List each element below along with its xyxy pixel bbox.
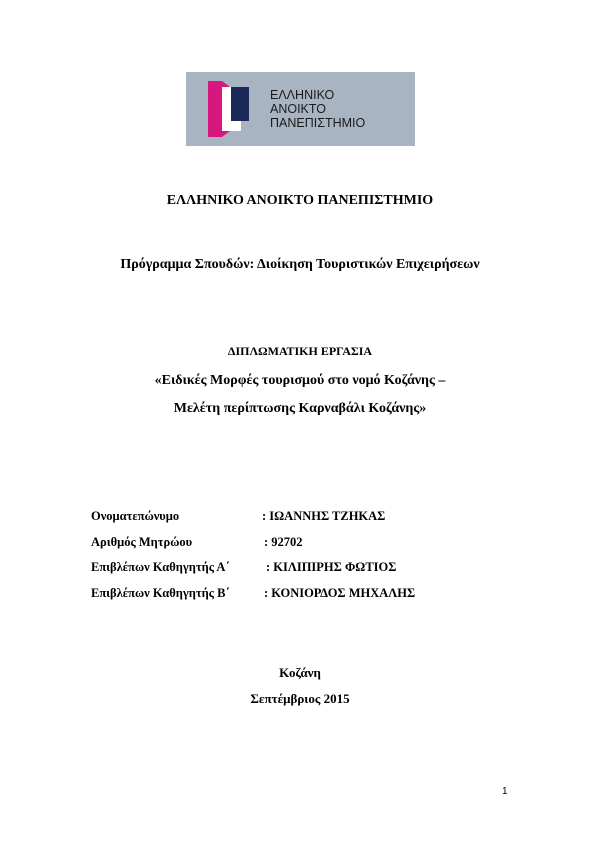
- supervisor-a-label: Επιβλέπων Καθηγητής Α΄: [91, 560, 230, 574]
- thesis-title-line-2: Μελέτη περίπτωσης Καρναβάλι Κοζάνης»: [173, 401, 427, 416]
- name-value: : ΙΩΑΝΝΗΣ ΤΖΗΚΑΣ: [262, 509, 386, 523]
- info-row-supervisor-a: [91, 560, 511, 578]
- info-row-id: [91, 535, 511, 553]
- supervisor-b-label: Επιβλέπων Καθηγητής Β΄: [91, 586, 230, 600]
- place: Κοζάνη: [279, 665, 321, 680]
- logo-wordmark: [270, 88, 365, 130]
- logo-line-1: ΕΛΛΗΝΙΚΟ: [270, 88, 335, 102]
- info-row-name: [91, 509, 511, 527]
- program-title: Πρόγραμμα Σπουδών: Διοίκηση Τουριστικών Επιχειρήσεων: [120, 257, 480, 272]
- logo-line-2: ΑΝΟΙΚΤΟ: [270, 102, 327, 116]
- supervisor-a-value: : ΚΙΛΙΠΙΡΗΣ ΦΩΤΙΟΣ: [266, 560, 397, 574]
- date: Σεπτέμβριος 2015: [250, 691, 350, 706]
- university-title: ΕΛΛΗΝΙΚΟ ΑΝΟΙΚΤΟ ΠΑΝΕΠΙΣΤΗΜΙΟ: [166, 193, 434, 208]
- id-label: Αριθμός Μητρώου: [91, 535, 193, 549]
- info-row-supervisor-b: [91, 586, 511, 604]
- id-value: : 92702: [264, 535, 303, 549]
- university-logo: [186, 72, 415, 146]
- name-label: Ονοματεπώνυμο: [91, 509, 180, 523]
- thesis-title-line-1: «Ειδικές Μορφές τουρισμού στο νομό Κοζάνης –: [154, 373, 446, 388]
- thesis-type: ΔΙΠΛΩΜΑΤΙΚΗ ΕΡΓΑΣΙΑ: [227, 344, 373, 358]
- supervisor-b-value: : ΚΟΝΙΟΡΔΟΣ ΜΗΧΑΛΗΣ: [264, 586, 416, 600]
- logo-line-3: ΠΑΝΕΠΙΣΤΗΜΙΟ: [270, 116, 366, 130]
- page-number: 1: [502, 786, 508, 797]
- logo-mark-icon: [208, 81, 258, 137]
